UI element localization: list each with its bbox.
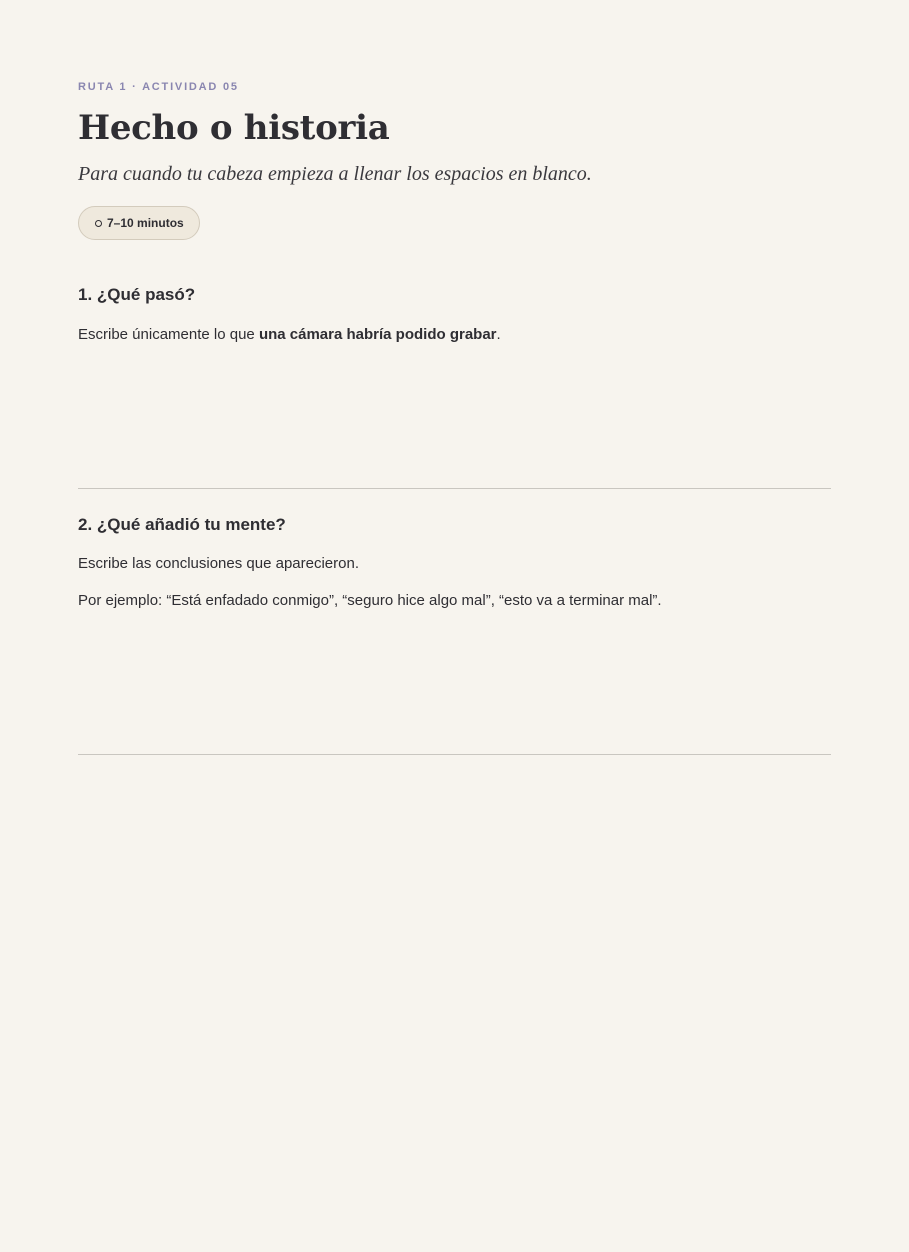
- question-2-answer-area[interactable]: [78, 624, 831, 755]
- duration-badge: [78, 206, 200, 240]
- duration-label: 7–10 minutos: [107, 216, 184, 230]
- question-1-instruction: [78, 325, 831, 345]
- question-1-text-before: Escribe únicamente lo que: [78, 326, 259, 343]
- question-1-text-bold: una cámara habría podido grabar: [258, 326, 497, 343]
- activity-eyebrow: RUTA 1 · ACTIVIDAD 05: [78, 81, 239, 93]
- question-1-section: [78, 284, 831, 489]
- question-1-heading: 1. ¿Qué pasó?: [78, 285, 196, 304]
- question-1-text-after: .: [496, 326, 501, 343]
- clock-icon: [95, 220, 102, 227]
- question-2-heading: 2. ¿Qué añadió tu mente?: [78, 515, 286, 534]
- question-2-example: Por ejemplo: “Está enfadado conmigo”, “seguro hice algo mal”, “esto va a terminar mal”.: [78, 592, 662, 609]
- question-2-instruction: Escribe las conclusiones que aparecieron.: [78, 555, 359, 572]
- question-1-answer-area[interactable]: [78, 360, 831, 489]
- page-title: Hecho o historia: [78, 108, 390, 148]
- question-2-section: [78, 514, 831, 755]
- page-subtitle: Para cuando tu cabeza empieza a llenar los espacios en blanco.: [78, 163, 592, 185]
